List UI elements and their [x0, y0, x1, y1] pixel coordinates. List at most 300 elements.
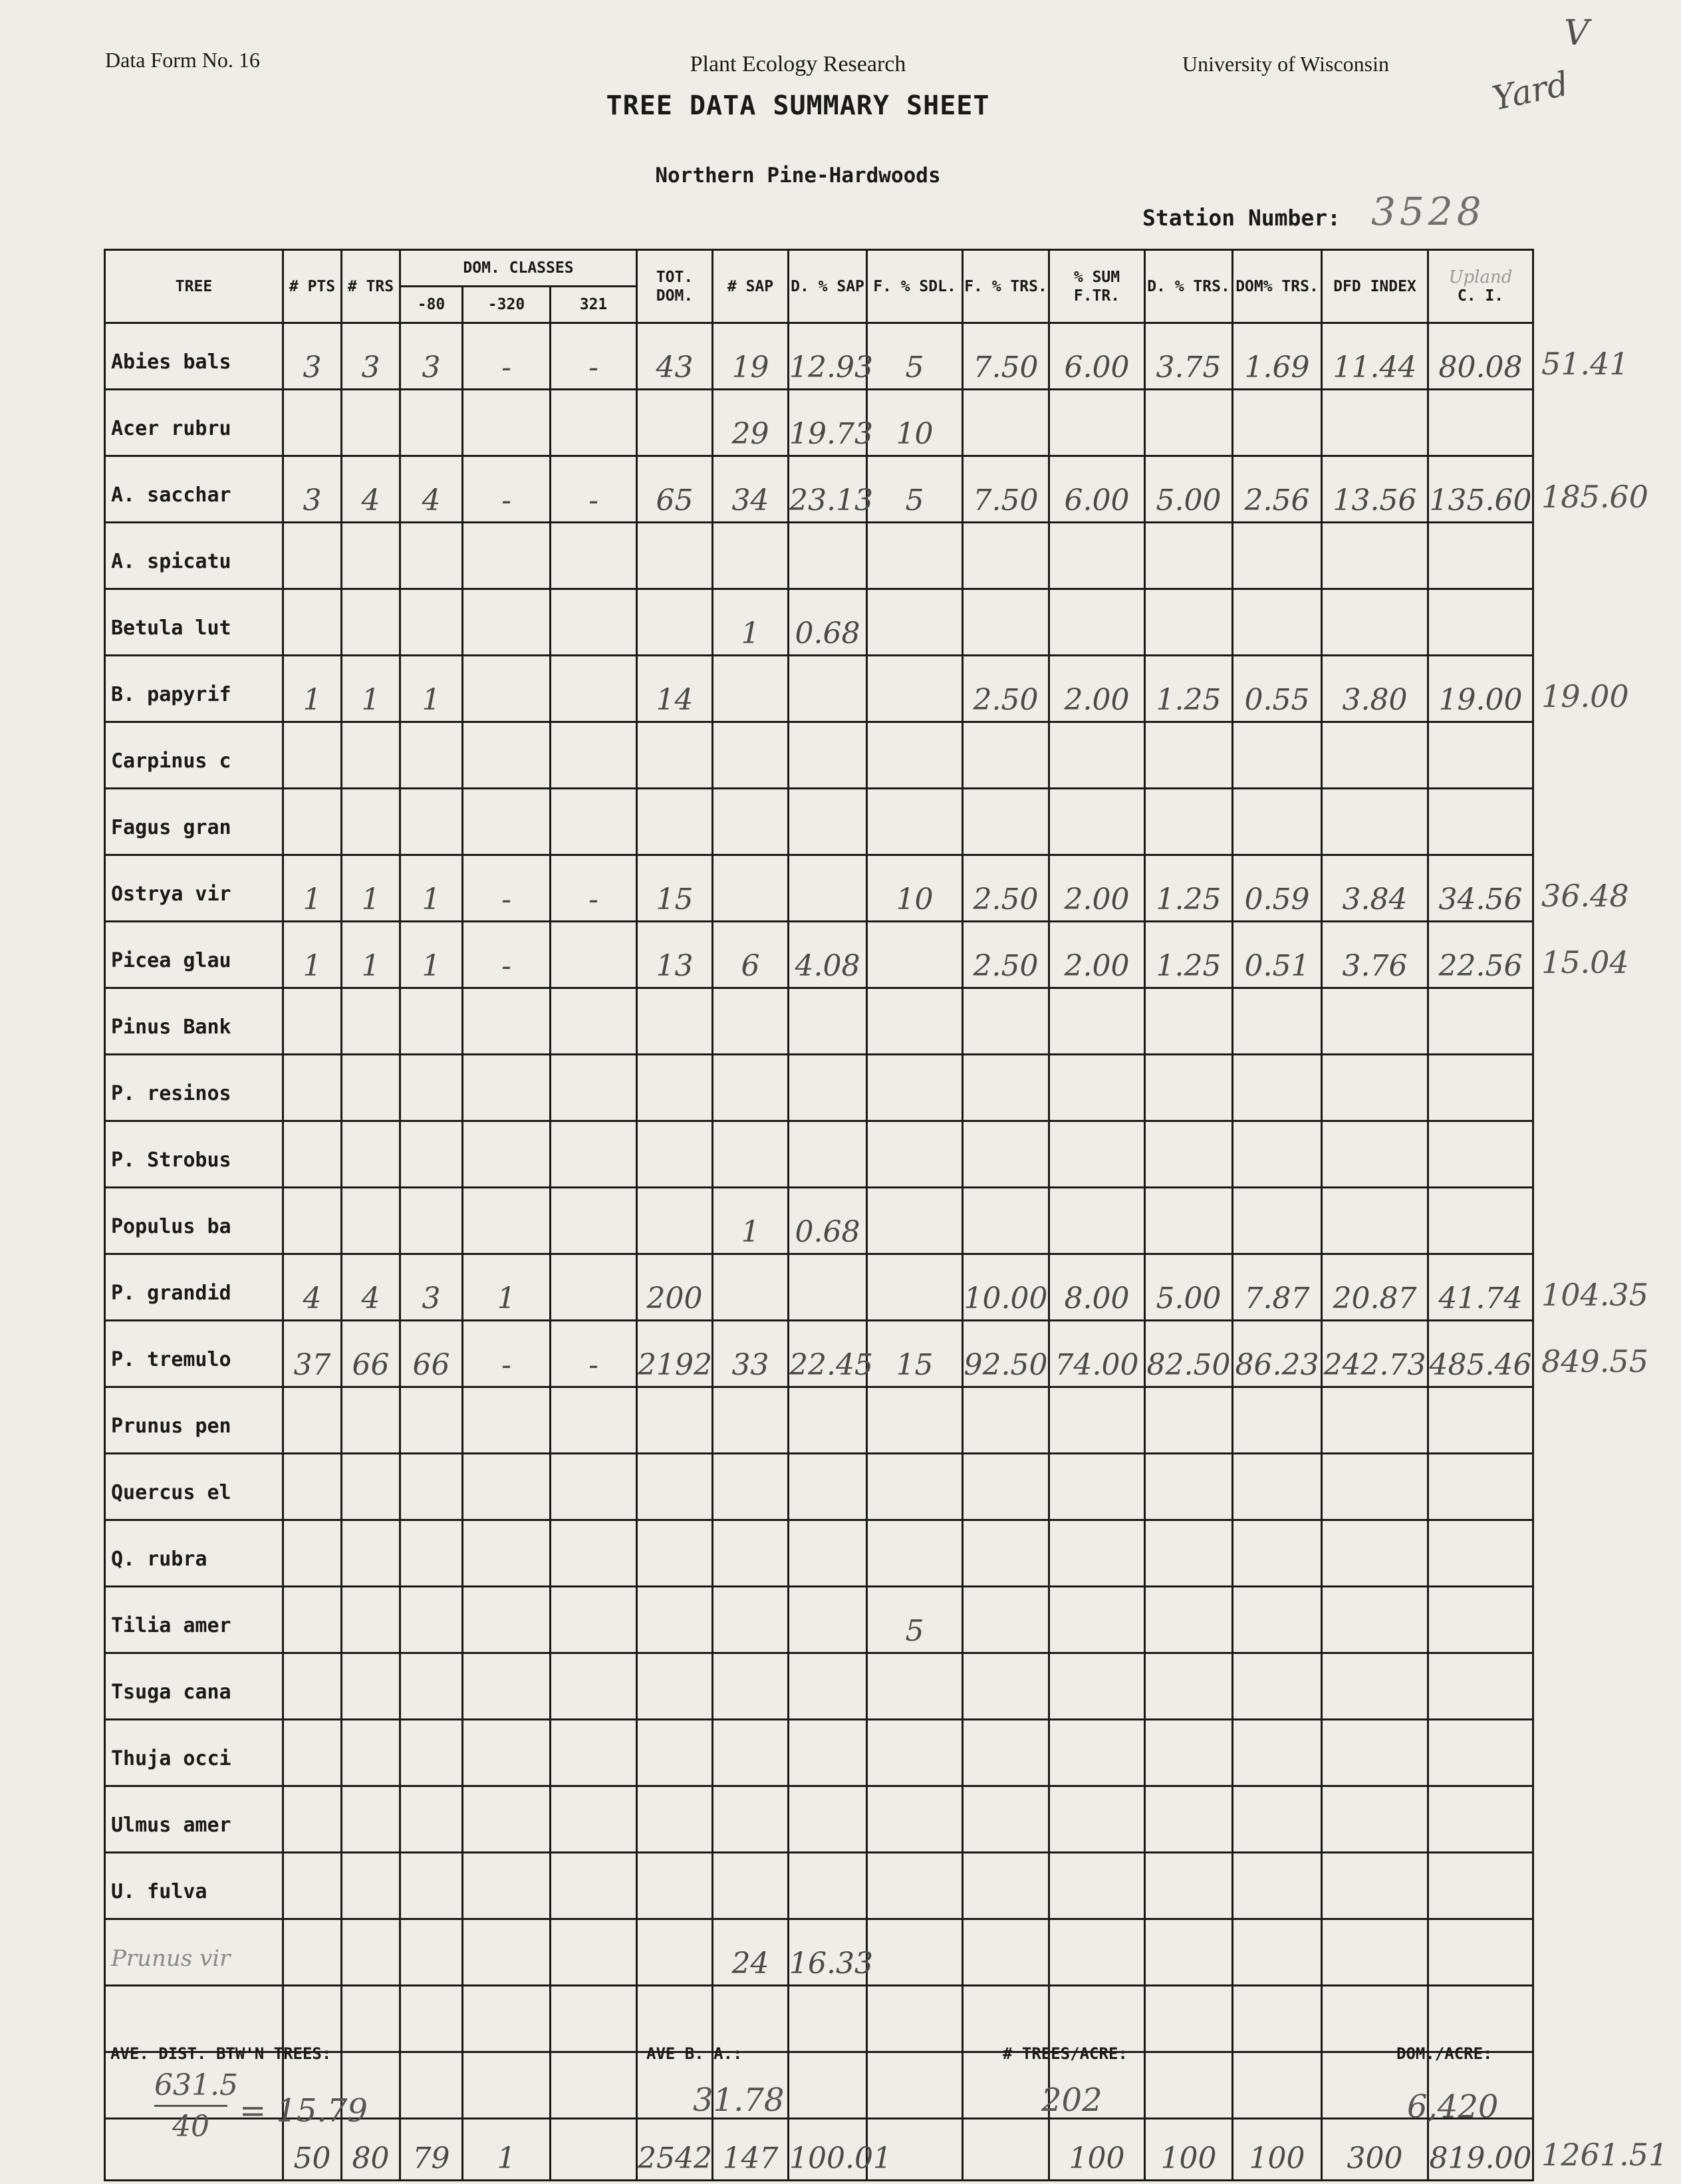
cell-d320[interactable] — [463, 722, 551, 789]
cell-sap[interactable] — [713, 1055, 789, 1121]
cell-dsap[interactable]: 0.68 — [789, 589, 867, 656]
cell-fsdl[interactable] — [867, 1520, 963, 1587]
cell-d80[interactable] — [400, 988, 463, 1055]
cell-d321[interactable] — [551, 1653, 637, 1720]
cell-tot[interactable]: 13 — [637, 922, 713, 988]
cell-tot[interactable] — [637, 1454, 713, 1520]
cell-tot[interactable]: 43 — [637, 323, 713, 390]
cell-sap[interactable] — [713, 1121, 789, 1188]
cell-dtrs[interactable]: 5.00 — [1145, 456, 1233, 523]
cell-dfd[interactable]: 242.73 — [1322, 1321, 1428, 1387]
cell-tot[interactable] — [637, 1188, 713, 1254]
ave-ba-value[interactable]: 31.78 — [693, 2082, 785, 2119]
cell-d321[interactable] — [551, 1853, 637, 1919]
cell-sap[interactable] — [713, 722, 789, 789]
cell-domt[interactable] — [1233, 1454, 1322, 1520]
cell-pts[interactable]: 1 — [283, 922, 342, 988]
cell-dfd[interactable]: 300 — [1322, 2119, 1428, 2181]
cell-d320[interactable]: - — [463, 456, 551, 523]
cell-dsap[interactable]: 23.13 — [789, 456, 867, 523]
cell-domt[interactable] — [1233, 1786, 1322, 1853]
cell-fsdl[interactable] — [867, 1454, 963, 1520]
cell-d320[interactable] — [463, 523, 551, 589]
cell-dtrs[interactable] — [1145, 2052, 1233, 2119]
cell-dfd[interactable] — [1322, 1653, 1428, 1720]
cell-dfd[interactable] — [1322, 1587, 1428, 1653]
cell-d80[interactable] — [400, 1387, 463, 1454]
cell-fsdl[interactable] — [867, 1254, 963, 1321]
cell-dfd[interactable] — [1322, 722, 1428, 789]
cell-sap[interactable] — [713, 1853, 789, 1919]
cell-dfd[interactable]: 3.76 — [1322, 922, 1428, 988]
cell-tot[interactable]: 2542 — [637, 2119, 713, 2181]
cell-tot[interactable] — [637, 390, 713, 456]
cell-fsdl[interactable] — [867, 1188, 963, 1254]
cell-pts[interactable] — [283, 1653, 342, 1720]
cell-pts[interactable]: 1 — [283, 656, 342, 722]
cell-domt[interactable]: 0.51 — [1233, 922, 1322, 988]
cell-d321[interactable]: - — [551, 456, 637, 523]
cell-dtrs[interactable] — [1145, 1387, 1233, 1454]
cell-sum[interactable] — [1049, 1986, 1145, 2052]
cell-tot[interactable] — [637, 722, 713, 789]
cell-d80[interactable] — [400, 589, 463, 656]
cell-dfd[interactable] — [1322, 1520, 1428, 1587]
cell-ftrs[interactable] — [963, 1387, 1049, 1454]
cell-sum[interactable] — [1049, 390, 1145, 456]
cell-sum[interactable]: 6.00 — [1049, 456, 1145, 523]
cell-fsdl[interactable]: 15 — [867, 1321, 963, 1387]
cell-d80[interactable]: 3 — [400, 323, 463, 390]
cell-dsap[interactable] — [789, 988, 867, 1055]
cell-dtrs[interactable]: 1.25 — [1145, 922, 1233, 988]
cell-dtrs[interactable]: 1.25 — [1145, 855, 1233, 922]
cell-d80[interactable]: 1 — [400, 922, 463, 988]
cell-dtrs[interactable] — [1145, 988, 1233, 1055]
cell-ftrs[interactable] — [963, 1653, 1049, 1720]
cell-dsap[interactable] — [789, 1454, 867, 1520]
cell-d320[interactable] — [463, 1720, 551, 1786]
cell-dfd[interactable] — [1322, 1986, 1428, 2052]
cell-tot[interactable] — [637, 1786, 713, 1853]
cell-d320[interactable] — [463, 390, 551, 456]
cell-d80[interactable] — [400, 1919, 463, 1986]
cell-ci[interactable]: 80.08 — [1428, 323, 1533, 390]
cell-d320[interactable]: - — [463, 323, 551, 390]
cell-d321[interactable] — [551, 922, 637, 988]
cell-dtrs[interactable] — [1145, 1520, 1233, 1587]
cell-tot[interactable] — [637, 1520, 713, 1587]
cell-fsdl[interactable] — [867, 1387, 963, 1454]
trees-acre-value[interactable]: 202 — [1041, 2082, 1102, 2119]
cell-ftrs[interactable] — [963, 2119, 1049, 2181]
cell-dsap[interactable] — [789, 1853, 867, 1919]
cell-sum[interactable]: 2.00 — [1049, 656, 1145, 722]
dom-acre-value[interactable]: 6,420 — [1407, 2088, 1499, 2125]
cell-ci[interactable] — [1428, 722, 1533, 789]
cell-pts[interactable] — [283, 523, 342, 589]
cell-ci[interactable] — [1428, 1587, 1533, 1653]
cell-sap[interactable]: 24 — [713, 1919, 789, 1986]
cell-dfd[interactable]: 20.87 — [1322, 1254, 1428, 1321]
cell-domt[interactable] — [1233, 988, 1322, 1055]
cell-pts[interactable] — [283, 1520, 342, 1587]
cell-trs[interactable] — [342, 589, 400, 656]
cell-domt[interactable]: 0.59 — [1233, 855, 1322, 922]
cell-d80[interactable]: 1 — [400, 855, 463, 922]
cell-ci[interactable] — [1428, 1454, 1533, 1520]
cell-domt[interactable] — [1233, 523, 1322, 589]
cell-dsap[interactable]: 19.73 — [789, 390, 867, 456]
cell-sum[interactable] — [1049, 1520, 1145, 1587]
cell-ci[interactable] — [1428, 1520, 1533, 1587]
cell-sap[interactable]: 1 — [713, 589, 789, 656]
cell-sap[interactable] — [713, 1587, 789, 1653]
cell-d80[interactable] — [400, 1188, 463, 1254]
cell-pts[interactable] — [283, 1454, 342, 1520]
cell-sum[interactable] — [1049, 1919, 1145, 1986]
cell-trs[interactable] — [342, 1919, 400, 1986]
cell-fsdl[interactable] — [867, 656, 963, 722]
cell-d321[interactable] — [551, 988, 637, 1055]
cell-tot[interactable] — [637, 523, 713, 589]
cell-ci[interactable]: 22.56 — [1428, 922, 1533, 988]
cell-ftrs[interactable]: 7.50 — [963, 456, 1049, 523]
cell-d320[interactable] — [463, 1387, 551, 1454]
cell-d320[interactable] — [463, 589, 551, 656]
cell-sap[interactable] — [713, 656, 789, 722]
cell-fsdl[interactable] — [867, 589, 963, 656]
cell-d320[interactable] — [463, 1919, 551, 1986]
cell-fsdl[interactable] — [867, 722, 963, 789]
cell-pts[interactable] — [283, 789, 342, 855]
cell-d321[interactable] — [551, 1387, 637, 1454]
cell-trs[interactable] — [342, 1188, 400, 1254]
cell-ci[interactable] — [1428, 1653, 1533, 1720]
cell-dtrs[interactable] — [1145, 1454, 1233, 1520]
cell-ci[interactable]: 485.46 — [1428, 1321, 1533, 1387]
cell-fsdl[interactable]: 5 — [867, 1587, 963, 1653]
cell-fsdl[interactable] — [867, 1986, 963, 2052]
cell-trs[interactable] — [342, 1387, 400, 1454]
cell-ftrs[interactable] — [963, 523, 1049, 589]
cell-sum[interactable]: 2.00 — [1049, 855, 1145, 922]
cell-domt[interactable]: 2.56 — [1233, 456, 1322, 523]
cell-d320[interactable]: - — [463, 855, 551, 922]
cell-domt[interactable] — [1233, 789, 1322, 855]
cell-ci[interactable] — [1428, 1055, 1533, 1121]
cell-d80[interactable]: 4 — [400, 456, 463, 523]
cell-tot[interactable] — [637, 1853, 713, 1919]
cell-ftrs[interactable] — [963, 722, 1049, 789]
cell-ftrs[interactable]: 2.50 — [963, 922, 1049, 988]
cell-trs[interactable]: 4 — [342, 456, 400, 523]
cell-ci[interactable] — [1428, 1720, 1533, 1786]
cell-sum[interactable] — [1049, 589, 1145, 656]
cell-d321[interactable] — [551, 1587, 637, 1653]
cell-dsap[interactable] — [789, 1986, 867, 2052]
cell-sum[interactable] — [1049, 1720, 1145, 1786]
cell-trs[interactable]: 3 — [342, 323, 400, 390]
cell-d321[interactable] — [551, 1454, 637, 1520]
cell-ci[interactable]: 19.00 — [1428, 656, 1533, 722]
cell-domt[interactable] — [1233, 1653, 1322, 1720]
cell-dsap[interactable] — [789, 1387, 867, 1454]
cell-domt[interactable]: 7.87 — [1233, 1254, 1322, 1321]
cell-dfd[interactable] — [1322, 1454, 1428, 1520]
cell-d321[interactable] — [551, 1121, 637, 1188]
cell-dtrs[interactable]: 5.00 — [1145, 1254, 1233, 1321]
cell-tot[interactable]: 14 — [637, 656, 713, 722]
cell-sum[interactable] — [1049, 1121, 1145, 1188]
cell-sap[interactable] — [713, 1986, 789, 2052]
cell-dfd[interactable]: 3.84 — [1322, 855, 1428, 922]
cell-domt[interactable]: 86.23 — [1233, 1321, 1322, 1387]
cell-sap[interactable] — [713, 1720, 789, 1786]
cell-ftrs[interactable] — [963, 1786, 1049, 1853]
cell-dtrs[interactable] — [1145, 1188, 1233, 1254]
cell-dsap[interactable] — [789, 2052, 867, 2119]
cell-ftrs[interactable] — [963, 1454, 1049, 1520]
cell-ftrs[interactable] — [963, 1587, 1049, 1653]
cell-fsdl[interactable] — [867, 1786, 963, 1853]
cell-d320[interactable] — [463, 1786, 551, 1853]
cell-ci[interactable] — [1428, 988, 1533, 1055]
cell-trs[interactable] — [342, 1853, 400, 1919]
cell-tot[interactable] — [637, 988, 713, 1055]
cell-d80[interactable] — [400, 1853, 463, 1919]
cell-d80[interactable] — [400, 523, 463, 589]
cell-tot[interactable] — [637, 789, 713, 855]
cell-dtrs[interactable] — [1145, 1587, 1233, 1653]
cell-ftrs[interactable] — [963, 1720, 1049, 1786]
cell-sap[interactable]: 6 — [713, 922, 789, 988]
cell-fsdl[interactable] — [867, 2052, 963, 2119]
cell-ftrs[interactable] — [963, 1121, 1049, 1188]
cell-dfd[interactable]: 11.44 — [1322, 323, 1428, 390]
cell-d321[interactable] — [551, 1055, 637, 1121]
cell-dtrs[interactable] — [1145, 1121, 1233, 1188]
cell-tot[interactable] — [637, 1055, 713, 1121]
cell-pts[interactable] — [283, 988, 342, 1055]
cell-d320[interactable] — [463, 1520, 551, 1587]
cell-dtrs[interactable] — [1145, 1919, 1233, 1986]
cell-trs[interactable] — [342, 390, 400, 456]
cell-d321[interactable] — [551, 722, 637, 789]
cell-dtrs[interactable]: 82.50 — [1145, 1321, 1233, 1387]
cell-domt[interactable] — [1233, 1055, 1322, 1121]
cell-trs[interactable]: 80 — [342, 2119, 400, 2181]
cell-pts[interactable] — [283, 390, 342, 456]
cell-domt[interactable] — [1233, 1387, 1322, 1454]
cell-dfd[interactable] — [1322, 1121, 1428, 1188]
cell-d80[interactable]: 1 — [400, 656, 463, 722]
cell-domt[interactable] — [1233, 1188, 1322, 1254]
cell-d320[interactable] — [463, 1121, 551, 1188]
cell-ci[interactable] — [1428, 1387, 1533, 1454]
cell-fsdl[interactable]: 5 — [867, 323, 963, 390]
cell-trs[interactable] — [342, 988, 400, 1055]
cell-domt[interactable] — [1233, 589, 1322, 656]
cell-pts[interactable] — [283, 1786, 342, 1853]
cell-dfd[interactable] — [1322, 1720, 1428, 1786]
cell-ftrs[interactable] — [963, 1055, 1049, 1121]
cell-d80[interactable] — [400, 1587, 463, 1653]
cell-tot[interactable] — [637, 1387, 713, 1454]
cell-tot[interactable] — [637, 1986, 713, 2052]
cell-domt[interactable] — [1233, 2052, 1322, 2119]
cell-d321[interactable] — [551, 2052, 637, 2119]
cell-dtrs[interactable]: 1.25 — [1145, 656, 1233, 722]
cell-d320[interactable] — [463, 789, 551, 855]
cell-d80[interactable] — [400, 1786, 463, 1853]
cell-trs[interactable] — [342, 1786, 400, 1853]
cell-fsdl[interactable] — [867, 1853, 963, 1919]
cell-pts[interactable]: 4 — [283, 1254, 342, 1321]
cell-dsap[interactable] — [789, 1720, 867, 1786]
cell-ci[interactable]: 41.74 — [1428, 1254, 1533, 1321]
cell-sum[interactable]: 8.00 — [1049, 1254, 1145, 1321]
cell-ftrs[interactable] — [963, 1919, 1049, 1986]
cell-domt[interactable]: 0.55 — [1233, 656, 1322, 722]
cell-dtrs[interactable] — [1145, 589, 1233, 656]
cell-pts[interactable] — [283, 1387, 342, 1454]
cell-d321[interactable] — [551, 523, 637, 589]
cell-d321[interactable] — [551, 589, 637, 656]
cell-sum[interactable] — [1049, 722, 1145, 789]
cell-sum[interactable] — [1049, 1653, 1145, 1720]
cell-d80[interactable] — [400, 1055, 463, 1121]
cell-fsdl[interactable] — [867, 1121, 963, 1188]
cell-ci[interactable] — [1428, 390, 1533, 456]
cell-ftrs[interactable]: 92.50 — [963, 1321, 1049, 1387]
cell-ci[interactable] — [1428, 1919, 1533, 1986]
cell-dfd[interactable] — [1322, 390, 1428, 456]
cell-tot[interactable] — [637, 1919, 713, 1986]
cell-ci[interactable]: 34.56 — [1428, 855, 1533, 922]
cell-d80[interactable] — [400, 1986, 463, 2052]
cell-tot[interactable] — [637, 1720, 713, 1786]
cell-sap[interactable] — [713, 1387, 789, 1454]
cell-pts[interactable]: 3 — [283, 456, 342, 523]
cell-sap[interactable] — [713, 1786, 789, 1853]
cell-pts[interactable] — [283, 1853, 342, 1919]
cell-trs[interactable] — [342, 1720, 400, 1786]
cell-tot[interactable]: 15 — [637, 855, 713, 922]
cell-trs[interactable] — [342, 1587, 400, 1653]
cell-tot[interactable] — [637, 1587, 713, 1653]
cell-trs[interactable]: 1 — [342, 922, 400, 988]
cell-pts[interactable]: 1 — [283, 855, 342, 922]
cell-dtrs[interactable] — [1145, 789, 1233, 855]
cell-sap[interactable] — [713, 855, 789, 922]
cell-sap[interactable] — [713, 1520, 789, 1587]
cell-ftrs[interactable] — [963, 1188, 1049, 1254]
cell-trs[interactable]: 1 — [342, 656, 400, 722]
cell-d321[interactable] — [551, 1720, 637, 1786]
cell-dsap[interactable]: 12.93 — [789, 323, 867, 390]
cell-sum[interactable] — [1049, 1188, 1145, 1254]
cell-ftrs[interactable] — [963, 589, 1049, 656]
cell-sum[interactable] — [1049, 1587, 1145, 1653]
cell-domt[interactable] — [1233, 1919, 1322, 1986]
cell-sum[interactable] — [1049, 789, 1145, 855]
cell-sap[interactable] — [713, 988, 789, 1055]
cell-ftrs[interactable] — [963, 1986, 1049, 2052]
cell-dsap[interactable] — [789, 1121, 867, 1188]
cell-sap[interactable] — [713, 789, 789, 855]
cell-ftrs[interactable]: 10.00 — [963, 1254, 1049, 1321]
cell-trs[interactable] — [342, 1986, 400, 2052]
cell-d80[interactable]: 79 — [400, 2119, 463, 2181]
cell-trs[interactable] — [342, 722, 400, 789]
cell-pts[interactable] — [283, 1986, 342, 2052]
cell-sap[interactable]: 19 — [713, 323, 789, 390]
cell-ftrs[interactable]: 2.50 — [963, 656, 1049, 722]
cell-sum[interactable] — [1049, 1853, 1145, 1919]
cell-ci[interactable] — [1428, 1986, 1533, 2052]
cell-trs[interactable] — [342, 1520, 400, 1587]
cell-ftrs[interactable] — [963, 988, 1049, 1055]
cell-domt[interactable] — [1233, 390, 1322, 456]
cell-fsdl[interactable] — [867, 1653, 963, 1720]
cell-sap[interactable] — [713, 1254, 789, 1321]
cell-ftrs[interactable] — [963, 789, 1049, 855]
cell-domt[interactable] — [1233, 1587, 1322, 1653]
cell-sum[interactable] — [1049, 1387, 1145, 1454]
cell-fsdl[interactable] — [867, 988, 963, 1055]
cell-dfd[interactable] — [1322, 988, 1428, 1055]
cell-d320[interactable]: 1 — [463, 1254, 551, 1321]
cell-dtrs[interactable] — [1145, 523, 1233, 589]
cell-trs[interactable]: 4 — [342, 1254, 400, 1321]
cell-fsdl[interactable] — [867, 1919, 963, 1986]
cell-d80[interactable] — [400, 1520, 463, 1587]
cell-dsap[interactable] — [789, 1055, 867, 1121]
cell-fsdl[interactable]: 5 — [867, 456, 963, 523]
cell-dtrs[interactable] — [1145, 1653, 1233, 1720]
cell-dfd[interactable] — [1322, 1853, 1428, 1919]
cell-sap[interactable] — [713, 1454, 789, 1520]
cell-d320[interactable] — [463, 1454, 551, 1520]
cell-ci[interactable] — [1428, 1188, 1533, 1254]
cell-d320[interactable]: - — [463, 922, 551, 988]
cell-ci[interactable] — [1428, 523, 1533, 589]
cell-dsap[interactable] — [789, 789, 867, 855]
cell-sum[interactable] — [1049, 1786, 1145, 1853]
cell-dfd[interactable] — [1322, 589, 1428, 656]
cell-pts[interactable]: 50 — [283, 2119, 342, 2181]
cell-dsap[interactable] — [789, 1254, 867, 1321]
cell-d80[interactable] — [400, 2052, 463, 2119]
cell-ci[interactable] — [1428, 1121, 1533, 1188]
cell-d320[interactable] — [463, 1587, 551, 1653]
cell-dsap[interactable]: 100.01 — [789, 2119, 867, 2181]
cell-sap[interactable]: 29 — [713, 390, 789, 456]
cell-sap[interactable] — [713, 523, 789, 589]
cell-ci[interactable] — [1428, 1853, 1533, 1919]
cell-d321[interactable]: - — [551, 855, 637, 922]
cell-fsdl[interactable]: 10 — [867, 855, 963, 922]
cell-ci[interactable]: 135.60 — [1428, 456, 1533, 523]
cell-dsap[interactable]: 22.45 — [789, 1321, 867, 1387]
cell-dtrs[interactable] — [1145, 1786, 1233, 1853]
cell-d80[interactable] — [400, 390, 463, 456]
cell-d320[interactable] — [463, 1055, 551, 1121]
cell-sum[interactable] — [1049, 523, 1145, 589]
cell-sap[interactable]: 1 — [713, 1188, 789, 1254]
cell-d80[interactable]: 66 — [400, 1321, 463, 1387]
